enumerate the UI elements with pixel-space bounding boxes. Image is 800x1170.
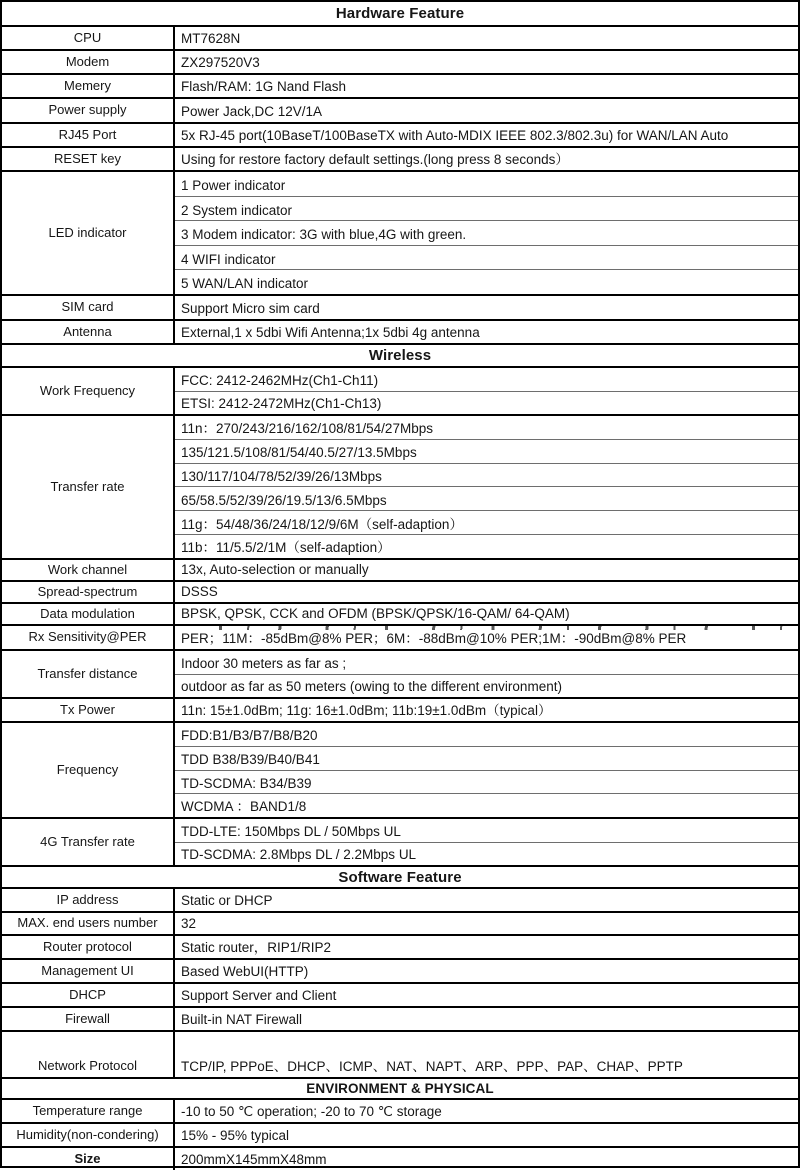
value-line: DSSS bbox=[181, 584, 218, 600]
value-line: FCC: 2412-2462MHz(Ch1-Ch11) bbox=[175, 368, 798, 392]
spec-row-rx-sensitivity-per bbox=[2, 626, 798, 651]
spec-row-spread-spectrum bbox=[2, 582, 798, 604]
value-line: WCDMA ：BAND1/8 bbox=[181, 799, 307, 815]
spec-row-memery bbox=[2, 75, 798, 99]
row-value-network-protocol bbox=[175, 1032, 798, 1077]
row-value-transfer-rate bbox=[175, 416, 798, 558]
row-label-data-modulation: Data modulation bbox=[2, 604, 175, 624]
value-line: ZX297520V3 bbox=[181, 55, 260, 71]
row-label-router-protocol: Router protocol bbox=[2, 936, 175, 958]
value-line: 3 Modem indicator: 3G with blue,4G with green. bbox=[175, 221, 798, 246]
row-label-power-supply: Power supply bbox=[2, 99, 175, 122]
row-value-data-modulation bbox=[175, 604, 798, 624]
row-label-antenna: Antenna bbox=[2, 321, 175, 343]
row-value-power-supply bbox=[175, 99, 798, 122]
row-value-dhcp bbox=[175, 984, 798, 1006]
spec-row-transfer-distance bbox=[2, 651, 798, 699]
row-value-router-protocol bbox=[175, 936, 798, 958]
spec-row-network-protocol bbox=[2, 1032, 798, 1079]
value-line: TDD B38/B39/B40/B41 bbox=[175, 747, 798, 771]
value-line: Using for restore factory default settings.(long press 8 seconds） bbox=[181, 152, 569, 168]
row-value-rx-sensitivity-per bbox=[175, 626, 798, 649]
row-label-cpu: CPU bbox=[2, 27, 175, 49]
row-label-frequency: Frequency bbox=[2, 723, 175, 817]
row-label-size: Size bbox=[2, 1148, 175, 1170]
row-value-antenna bbox=[175, 321, 798, 343]
spec-row-tx-power bbox=[2, 699, 798, 723]
row-label-tx-power: Tx Power bbox=[2, 699, 175, 721]
spec-row-4g-transfer-rate bbox=[2, 819, 798, 867]
row-value-transfer-distance bbox=[175, 651, 798, 697]
row-value-humidity-non-condering bbox=[175, 1124, 798, 1146]
row-label-ip-address: IP address bbox=[2, 889, 175, 911]
value-line: TD-SCDMA: B34/B39 bbox=[175, 771, 798, 795]
value-line: 2 System indicator bbox=[175, 197, 798, 222]
row-value-reset-key bbox=[175, 148, 798, 170]
value-line: PER；11M：-85dBm@8% PER；6M：-88dBm@10% PER;1M：-90dBm@8% PER bbox=[181, 631, 687, 647]
value-line: TDD-LTE: 150Mbps DL / 50Mbps UL bbox=[175, 819, 798, 843]
spec-row-cpu bbox=[2, 27, 798, 51]
spec-row-rj45-port bbox=[2, 124, 798, 148]
row-value-ip-address bbox=[175, 889, 798, 911]
spec-row-router-protocol bbox=[2, 936, 798, 960]
section-header-wireless: Wireless bbox=[2, 345, 798, 368]
row-label-temperature-range: Temperature range bbox=[2, 1100, 175, 1122]
value-line: Indoor 30 meters as far as ; bbox=[175, 651, 798, 675]
row-value-frequency bbox=[175, 723, 798, 817]
value-line: 5x RJ-45 port(10BaseT/100BaseTX with Auto-MDIX IEEE 802.3/802.3u) for WAN/LAN Auto bbox=[181, 128, 729, 144]
row-value-tx-power bbox=[175, 699, 798, 721]
spec-row-firewall bbox=[2, 1008, 798, 1032]
row-label-memery: Memery bbox=[2, 75, 175, 97]
row-label-management-ui: Management UI bbox=[2, 960, 175, 982]
row-label-sim-card: SIM card bbox=[2, 296, 175, 319]
row-label-rx-sensitivity-per: Rx Sensitivity@PER bbox=[2, 626, 175, 649]
spec-row-dhcp bbox=[2, 984, 798, 1008]
row-value-size bbox=[175, 1148, 798, 1170]
row-value-temperature-range bbox=[175, 1100, 798, 1122]
spec-row-transfer-rate bbox=[2, 416, 798, 560]
value-line: BPSK, QPSK, CCK and OFDM (BPSK/QPSK/16-QAM/ 64-QAM) bbox=[181, 606, 570, 622]
spec-row-sim-card bbox=[2, 296, 798, 321]
spec-row-modem bbox=[2, 51, 798, 75]
value-line: 4 WIFI indicator bbox=[175, 246, 798, 271]
spec-row-power-supply bbox=[2, 99, 798, 124]
spec-row-ip-address bbox=[2, 889, 798, 913]
value-line: Static or DHCP bbox=[181, 893, 273, 909]
value-line: -10 to 50 ℃ operation; -20 to 70 ℃ storage bbox=[181, 1104, 442, 1120]
spec-row-work-frequency bbox=[2, 368, 798, 416]
value-line: Built-in NAT Firewall bbox=[181, 1012, 303, 1028]
row-value-rj45-port bbox=[175, 124, 798, 146]
row-value-work-frequency bbox=[175, 368, 798, 414]
value-line: 135/121.5/108/81/54/40.5/27/13.5Mbps bbox=[175, 440, 798, 464]
value-line: 11n: 15±1.0dBm; 11g: 16±1.0dBm; 11b:19±1.0dBm（typical） bbox=[181, 703, 552, 719]
row-value-sim-card bbox=[175, 296, 798, 319]
value-line: 11g：54/48/36/24/18/12/9/6M（self-adaption） bbox=[175, 511, 798, 535]
value-line: TCP/IP, PPPoE、DHCP、ICMP、NAT、NAPT、ARP、PPP、PAP、CHAP、PPTP bbox=[181, 1059, 683, 1075]
row-label-transfer-distance: Transfer distance bbox=[2, 651, 175, 697]
row-label-work-channel: Work channel bbox=[2, 560, 175, 580]
spec-row-management-ui bbox=[2, 960, 798, 984]
value-line: Based WebUI(HTTP) bbox=[181, 964, 309, 980]
section-header-hardware-feature: Hardware Feature bbox=[2, 2, 798, 27]
spec-row-reset-key bbox=[2, 148, 798, 172]
row-value-management-ui bbox=[175, 960, 798, 982]
value-line: Support Server and Client bbox=[181, 988, 337, 1004]
row-label-4g-transfer-rate: 4G Transfer rate bbox=[2, 819, 175, 865]
spec-row-work-channel bbox=[2, 560, 798, 582]
row-label-spread-spectrum: Spread-spectrum bbox=[2, 582, 175, 602]
value-line: 5 WAN/LAN indicator bbox=[181, 276, 309, 292]
row-label-humidity-non-condering: Humidity(non-condering) bbox=[2, 1124, 175, 1146]
row-value-4g-transfer-rate bbox=[175, 819, 798, 865]
row-label-reset-key: RESET key bbox=[2, 148, 175, 170]
row-value-firewall bbox=[175, 1008, 798, 1030]
value-line: Static router，RIP1/RIP2 bbox=[181, 940, 332, 956]
row-label-dhcp: DHCP bbox=[2, 984, 175, 1006]
value-line: 32 bbox=[181, 916, 197, 932]
row-value-work-channel bbox=[175, 560, 798, 580]
value-line: 11b：11/5.5/2/1M（self-adaption） bbox=[181, 540, 391, 556]
value-line: outdoor as far as 50 meters (owing to the different environment) bbox=[181, 679, 562, 695]
value-line: ETSI: 2412-2472MHz(Ch1-Ch13) bbox=[181, 396, 382, 412]
spec-row-led-indicator bbox=[2, 172, 798, 296]
value-line: 200mmX145mmX48mm bbox=[181, 1152, 327, 1168]
value-line: 1 Power indicator bbox=[175, 172, 798, 197]
value-line: External,1 x 5dbi Wifi Antenna;1x 5dbi 4g antenna bbox=[181, 325, 480, 341]
spec-row-data-modulation bbox=[2, 604, 798, 626]
row-label-max-end-users-number: MAX. end users number bbox=[2, 913, 175, 934]
value-line: FDD:B1/B3/B7/B8/B20 bbox=[175, 723, 798, 747]
section-header-environment-physical: ENVIRONMENT & PHYSICAL bbox=[2, 1079, 798, 1100]
row-value-spread-spectrum bbox=[175, 582, 798, 602]
row-label-network-protocol: Network Protocol bbox=[2, 1032, 175, 1077]
section-header-software-feature: Software Feature bbox=[2, 867, 798, 889]
row-label-firewall: Firewall bbox=[2, 1008, 175, 1030]
spec-row-antenna bbox=[2, 321, 798, 345]
row-value-modem bbox=[175, 51, 798, 73]
row-value-led-indicator bbox=[175, 172, 798, 294]
value-line: 65/58.5/52/39/26/19.5/13/6.5Mbps bbox=[175, 487, 798, 511]
row-label-transfer-rate: Transfer rate bbox=[2, 416, 175, 558]
spec-row-temperature-range bbox=[2, 1100, 798, 1124]
row-label-modem: Modem bbox=[2, 51, 175, 73]
value-line: Support Micro sim card bbox=[181, 301, 320, 317]
spec-row-frequency bbox=[2, 723, 798, 819]
row-label-rj45-port: RJ45 Port bbox=[2, 124, 175, 146]
row-value-cpu bbox=[175, 27, 798, 49]
row-value-max-end-users-number bbox=[175, 913, 798, 934]
value-line: 13x, Auto-selection or manually bbox=[181, 562, 369, 578]
value-line: 130/117/104/78/52/39/26/13Mbps bbox=[175, 464, 798, 488]
value-line: TD-SCDMA: 2.8Mbps DL / 2.2Mbps UL bbox=[181, 847, 417, 863]
spec-row-humidity-non-condering bbox=[2, 1124, 798, 1148]
value-line: 15% - 95% typical bbox=[181, 1128, 290, 1144]
value-line: 11n：270/243/216/162/108/81/54/27Mbps bbox=[175, 416, 798, 440]
value-line: Flash/RAM: 1G Nand Flash bbox=[181, 79, 347, 95]
row-label-work-frequency: Work Frequency bbox=[2, 368, 175, 414]
value-line: MT7628N bbox=[181, 31, 241, 47]
row-label-led-indicator: LED indicator bbox=[2, 172, 175, 294]
spec-row-max-end-users-number bbox=[2, 913, 798, 936]
row-value-memery bbox=[175, 75, 798, 97]
value-line: Power Jack,DC 12V/1A bbox=[181, 104, 323, 120]
spec-row-size bbox=[2, 1148, 798, 1170]
